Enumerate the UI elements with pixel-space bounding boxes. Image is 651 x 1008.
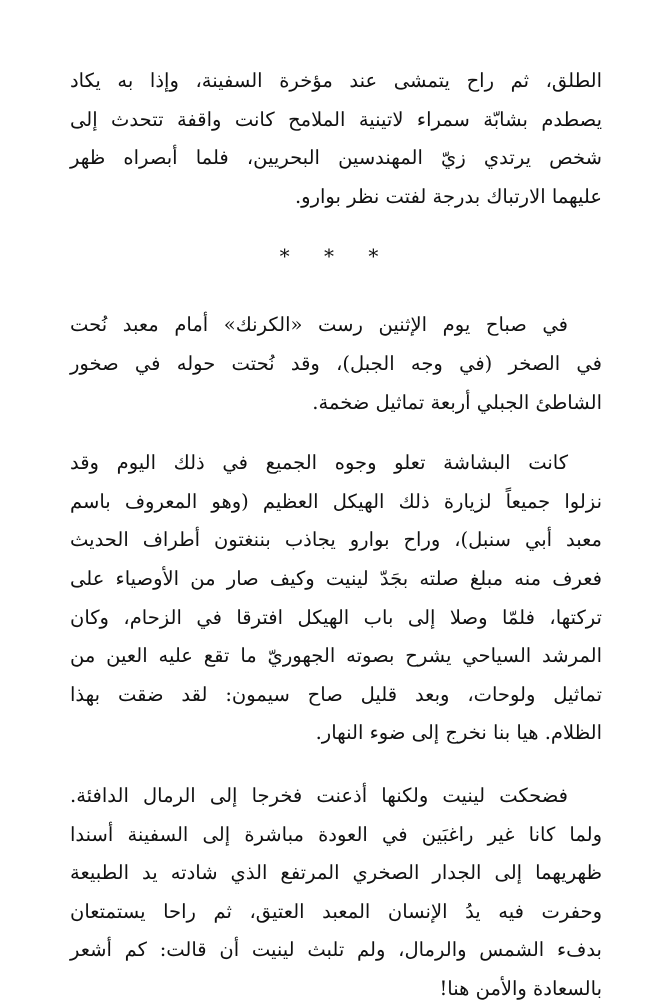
paragraph-line: ولما كانا غير راغبَين في العودة مباشرة إلى السفينة أسندا (70, 822, 602, 846)
paragraph-line: بدفء الشمس والرمال، ولم تلبث لينيت أن قالت: كم أشعر (70, 938, 602, 962)
paragraph-2 (70, 306, 602, 422)
book-page (70, 62, 602, 1008)
paragraph-line: تماثيل ولوحات، وبعد قليل صاح سيمون: لقد ضقت بهذا (70, 682, 602, 706)
paragraph-1 (70, 62, 602, 216)
paragraph-line: وحفرت فيه يدُ الإنسان المعبد العتيق، ثم راحا يستمتعان (70, 899, 602, 923)
paragraph-4 (70, 777, 602, 1008)
section-separator: * * * (279, 244, 393, 269)
paragraph-line: عليهما الارتباك بدرجة لفتت نظر بوارو. (294, 184, 602, 208)
paragraph-line: فضحكت لينيت ولكنها أذعنت فخرجا إلى الرمال الدافئة. (70, 783, 568, 807)
paragraph-line: في صباح يوم الإثنين رست «الكرنك» أمام معبد نُحت (70, 313, 568, 337)
paragraph-line: الشاطئ الجبلي أربعة تماثيل ضخمة. (312, 390, 602, 414)
paragraph-line: الظلام. هيا بنا نخرج إلى ضوء النهار. (315, 721, 602, 745)
paragraph-line: نزلوا جميعاً لزيارة ذلك الهيكل العظيم (وهو المعروف باسم (70, 489, 602, 513)
paragraph-line: المرشد السياحي يشرح بصوته الجهوريّ ما تقع عليه العين من (70, 644, 602, 668)
paragraph-line: الطلق، ثم راح يتمشى عند مؤخرة السفينة، وإذا به يكاد (70, 69, 602, 92)
paragraph-line: فعرف منه مبلغ صلته بجَدّ لينيت وكيف صار من الأوصياء على (70, 566, 602, 590)
paragraph-line: تركتها، فلمّا وصلا إلى باب الهيكل افترقا في الزحام، وكان (70, 605, 602, 629)
paragraph-line: في الصخر (في وجه الجبل)، وقد نُحتت حوله في صخور (70, 351, 602, 375)
paragraph-line: معبد أبي سنبل)، وراح بوارو يجاذب بننغتون أطراف الحديث (70, 528, 602, 552)
paragraph-3 (70, 444, 602, 753)
paragraph-line: كانت البشاشة تعلو وجوه الجميع في ذلك اليوم وقد (70, 451, 568, 475)
paragraph-line: بالسعادة والأمن هنا! (439, 976, 602, 1000)
paragraph-line: يصطدم بشابّة سمراء لاتينية الملامح كانت واقفة تتحدث إلى (70, 107, 602, 131)
paragraph-line: ظهريهما إلى الجدار الصخري المرتفع الذي شادته يد الطبيعة (70, 861, 602, 885)
paragraph-line: شخص يرتدي زيّ المهندسين البحريين، فلما أبصراه ظهر (70, 146, 602, 170)
